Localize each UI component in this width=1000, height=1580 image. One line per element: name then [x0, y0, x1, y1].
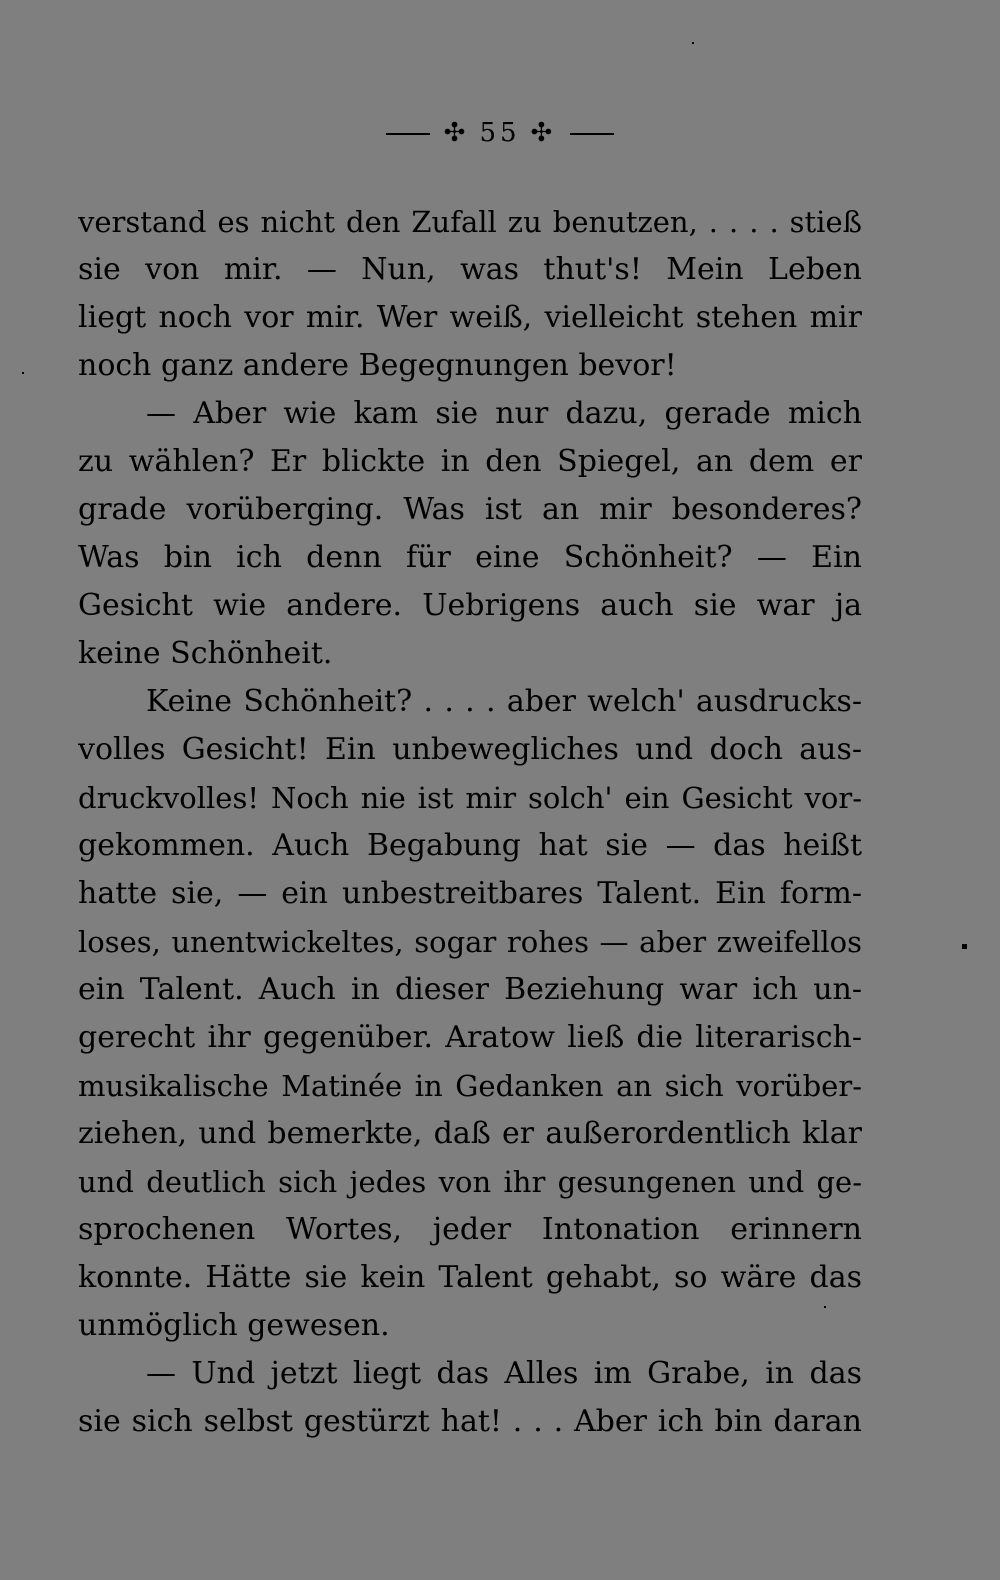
text-line: musikalische Matinée in Gedanken an sich vorüber-	[78, 1069, 862, 1103]
header-rule-left	[386, 133, 430, 135]
text-line: gerecht ihr gegenüber. Aratow ließ die literarisch-	[78, 1020, 862, 1055]
text-line: Keine Schönheit? . . . . aber welch' ausdrucks-	[146, 684, 862, 719]
text-line: sie von mir. — Nun, was thut's! Mein Leben	[78, 252, 862, 287]
text-line: ein Talent. Auch in dieser Beziehung war ich un-	[78, 972, 862, 1007]
text-line: unmöglich gewesen.	[78, 1308, 390, 1343]
text-line: zu wählen? Er blickte in den Spiegel, an dem er	[78, 444, 862, 479]
page-header	[0, 118, 1000, 148]
text-line: grade vorüberging. Was ist an mir besonderes?	[78, 492, 862, 527]
text-line: sprochenen Wortes, jeder Intonation erinnern	[78, 1212, 862, 1247]
text-line: Gesicht wie andere. Uebrigens auch sie war ja	[78, 588, 862, 623]
text-line: sie sich selbst gestürzt hat! . . . Aber ich bin daran	[78, 1404, 862, 1439]
ornament-right-icon: ✣	[530, 118, 557, 148]
text-line: volles Gesicht! Ein unbewegliches und doch aus-	[78, 732, 862, 767]
scan-speck	[962, 944, 967, 949]
text-line: keine Schönheit.	[78, 636, 333, 671]
scan-speck	[824, 1306, 826, 1308]
text-line: ziehen, und bemerkte, daß er außerordentlich klar	[78, 1116, 862, 1151]
text-line: liegt noch vor mir. Wer weiß, vielleicht stehen mir	[78, 300, 862, 335]
text-line: gekommen. Auch Begabung hat sie — das heißt	[78, 828, 862, 863]
text-line: druckvolles! Noch nie ist mir solch' ein Gesicht vor-	[78, 781, 862, 815]
text-line: loses, unentwickeltes, sogar rohes — aber zweifellos	[78, 925, 862, 959]
text-line: Was bin ich denn für eine Schönheit? — Ein	[78, 540, 862, 575]
text-line: — Und jetzt liegt das Alles im Grabe, in das	[146, 1356, 862, 1391]
scan-speck	[22, 372, 24, 374]
text-line: — Aber wie kam sie nur dazu, gerade mich	[146, 396, 862, 431]
text-line: noch ganz andere Begegnungen bevor!	[78, 348, 677, 383]
text-line: konnte. Hätte sie kein Talent gehabt, so wäre das	[78, 1260, 862, 1295]
text-line: hatte sie, — ein unbestreitbares Talent. Ein form-	[78, 876, 862, 911]
body-text	[78, 198, 862, 1446]
text-line: verstand es nicht den Zufall zu benutzen, . . . . stieß	[78, 205, 862, 239]
page-number: 55	[479, 118, 521, 148]
ornament-left-icon: ✣	[443, 118, 470, 148]
text-line: und deutlich sich jedes von ihr gesungenen und ge-	[78, 1165, 862, 1199]
header-rule-right	[570, 133, 614, 135]
scan-speck	[692, 42, 694, 44]
